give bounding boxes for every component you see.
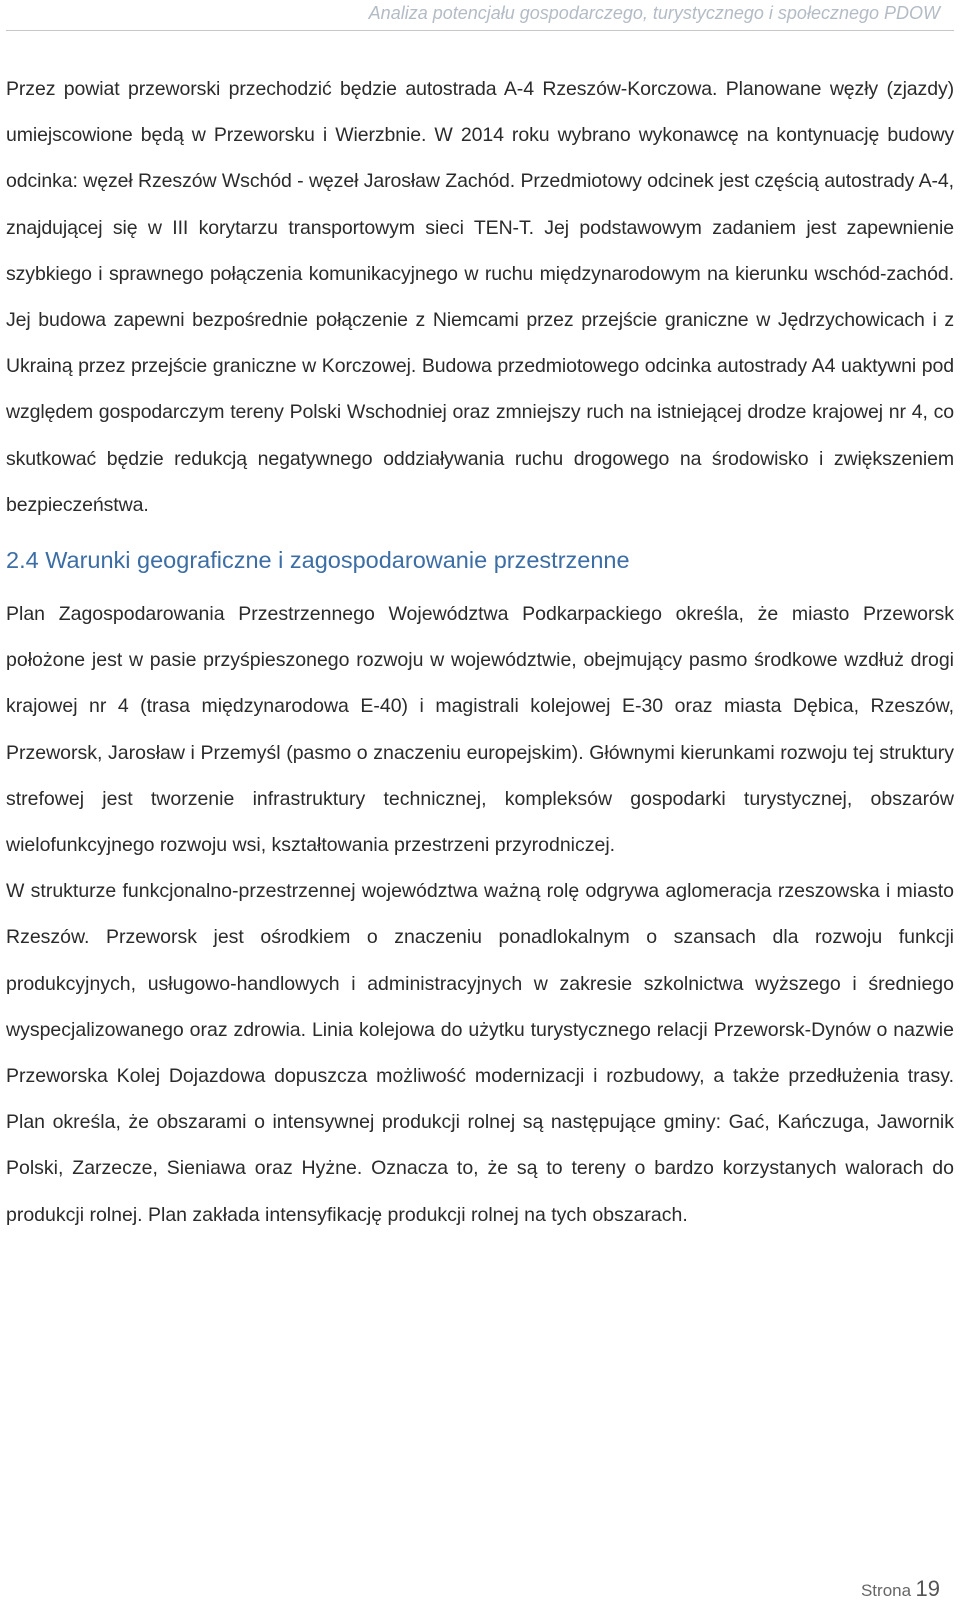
page-number: 19 [915,1576,940,1601]
document-body [6,66,954,1238]
page-label: Strona [860,1581,912,1600]
section-heading: 2.4 Warunki geograficzne i zagospodarowanie przestrzenne [6,547,630,574]
page-footer [861,1576,940,1602]
paragraph-autostrada: Przez powiat przeworski przechodzić będzie autostrada A-4 Rzeszów-Korczowa. Planowane węzły (zjazdy) umiejscowione będą w Przeworsku i Wierzbnie. W 2014 roku wybrano wykonawcę na kontynuację budowy odcinka: węzeł Rzeszów Wschód - węzeł Jarosław Zachód. Przedmiotowy odcinek jest częścią autostrady A-4, znajdującej się w III korytarzu transportowym sieci TEN-T. Jej podstawowym zadaniem jest zapewnienie szybkiego i sprawnego połączenia komunikacyjnego w ruchu międzynarodowym na kierunku wschód-zachód. Jej budowa zapewni bezpośrednie połączenie z Niemcami przez przejście graniczne w Jędrzychowicach i z Ukrainą przez przejście graniczne w Korczowej. Budowa przedmiotowego odcinka autostrady A4 uaktywni pod względem gospodarczym tereny Polski Wschodniej oraz zmniejszy ruch na istniejącej drodze krajowej nr 4, co skutkować będzie redukcją negatywnego oddziaływania ruchu drogowego na środowisko i zwiększeniem bezpieczeństwa. [6,78,954,516]
paragraph-plan-zagospodarowania: Plan Zagospodarowania Przestrzennego Województwa Podkarpackiego określa, że miasto Przeworsk położone jest w pasie przyśpieszonego rozwoju w województwie, obejmujący pasmo środkowe wzdłuż drogi krajowej nr 4 (trasa międzynarodowa E-40) i magistrali kolejowej E-30 oraz miasta Dębica, Rzeszów, Przeworsk, Jarosław i Przemyśl (pasmo o znaczeniu europejskim). Głównymi kierunkami rozwoju tej struktury strefowej jest tworzenie infrastruktury technicznej, kompleksów gospodarki turystycznej, obszarów wielofunkcyjnego rozwoju wsi, kształtowania przestrzeni przyrodniczej. [6,603,954,857]
header-divider [6,30,954,31]
paragraph-struktura-funkcjonalna: W strukturze funkcjonalno-przestrzennej województwa ważną rolę odgrywa aglomeracja rzeszowska i miasto Rzeszów. Przeworsk jest ośrodkiem o znaczeniu ponadlokalnym o szansach dla rozwoju funkcji produkcyjnych, usługowo-handlowych i administracyjnych w zakresie szkolnictwa wyższego i średniego wyspecjalizowanego oraz zdrowia. Linia kolejowa do użytku turystycznego relacji Przeworsk-Dynów o nazwie Przeworska Kolej Dojazdowa dopuszcza możliwość modernizacji i rozbudowy, a także przedłużenia trasy. Plan określa, że obszarami o intensywnej produkcji rolnej są następujące gminy: Gać, Kańczuga, Jawornik Polski, Zarzecze, Sieniawa oraz Hyżne. Oznacza to, że są to tereny o bardzo korzystanych walorach do produkcji rolnej. Plan zakłada intensyfikację produkcji rolnej na tych obszarach. [6,880,954,1226]
running-header-title: Analiza potencjału gospodarczego, turystycznego i społecznego PDOW [368,3,940,23]
